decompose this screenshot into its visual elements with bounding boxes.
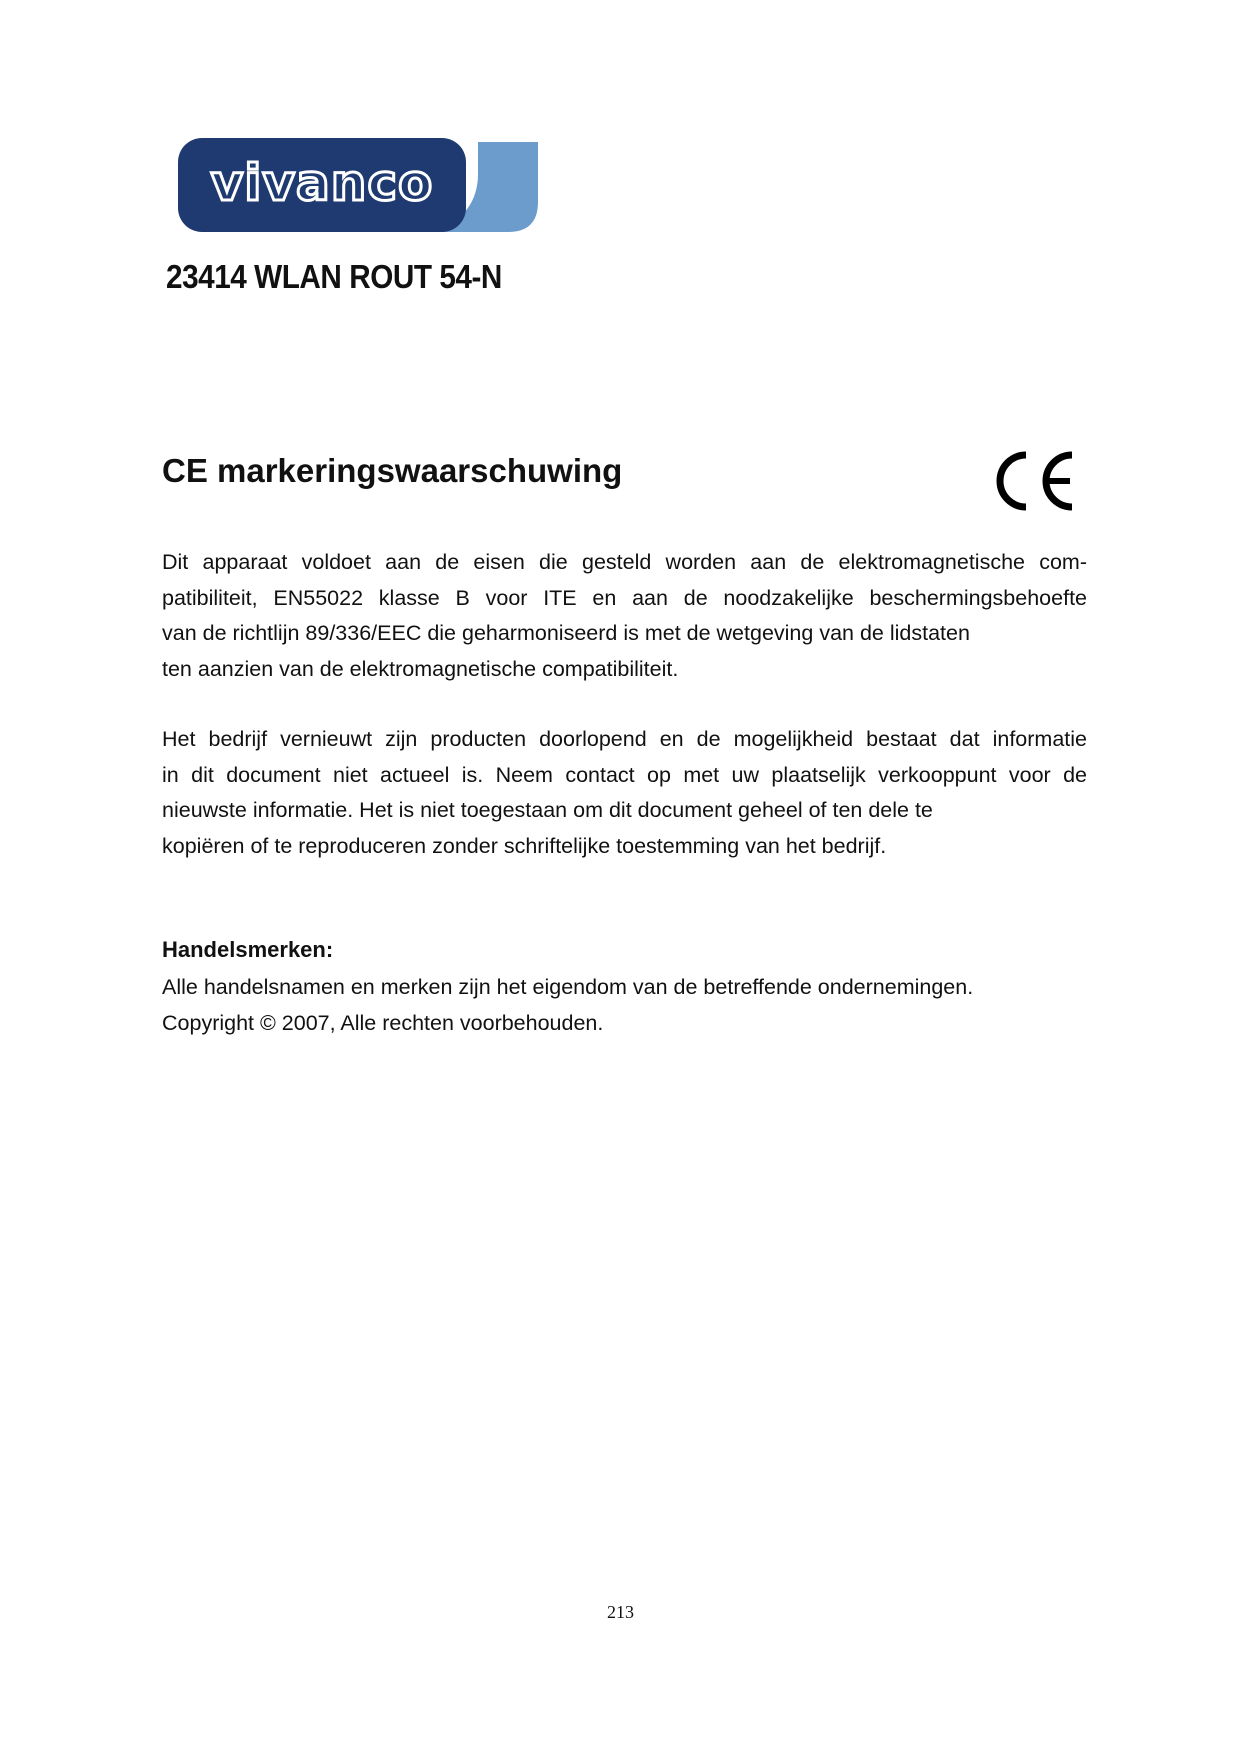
trademarks-paragraph — [162, 970, 1087, 1041]
vivanco-logo — [178, 134, 538, 234]
ce-compliance-paragraph — [162, 545, 1087, 687]
paragraph-line: in dit document niet actueel is. Neem contact op met uw plaatselijk verkooppunt voor de — [162, 762, 1087, 787]
paragraph-line: ten aanzien van de elektromagnetische compatibiliteit. — [162, 656, 679, 681]
paragraph-line: Het bedrijf vernieuwt zijn producten doorlopend en de mogelijkheid bestaat dat informatie — [162, 727, 1087, 751]
paragraph-line: Dit apparaat voldoet aan de eisen die gesteld worden aan de elektromagnetische com- — [162, 550, 1087, 574]
paragraph-line: Alle handelsnamen en merken zijn het eigendom van de betreffende ondernemingen. — [162, 975, 974, 999]
page-number: 213 — [607, 1602, 634, 1622]
ce-warning-heading: CE markeringswaarschuwing — [162, 452, 623, 489]
paragraph-line: patibiliteit, EN55022 klasse B voor ITE en aan de noodzakelijke beschermingsbehoefte — [162, 585, 1087, 610]
paragraph-line: van de richtlijn 89/336/EEC die geharmoniseerd is met de wetgeving van de lidstaten — [162, 621, 970, 645]
svg-text:vivanco: vivanco — [210, 154, 434, 212]
paragraph-line: nieuwste informatie. Het is niet toegestaan om dit document geheel of ten dele te — [162, 798, 933, 822]
trademarks-heading: Handelsmerken: — [162, 937, 334, 962]
product-update-paragraph — [162, 722, 1087, 864]
ce-mark-icon — [996, 449, 1078, 513]
product-title: 23414 WLAN ROUT 54-N — [166, 258, 502, 295]
paragraph-line: kopiëren of te reproduceren zonder schriftelijke toestemming van het bedrijf. — [162, 833, 887, 858]
paragraph-line: Copyright © 2007, Alle rechten voorbehouden. — [162, 1010, 604, 1035]
